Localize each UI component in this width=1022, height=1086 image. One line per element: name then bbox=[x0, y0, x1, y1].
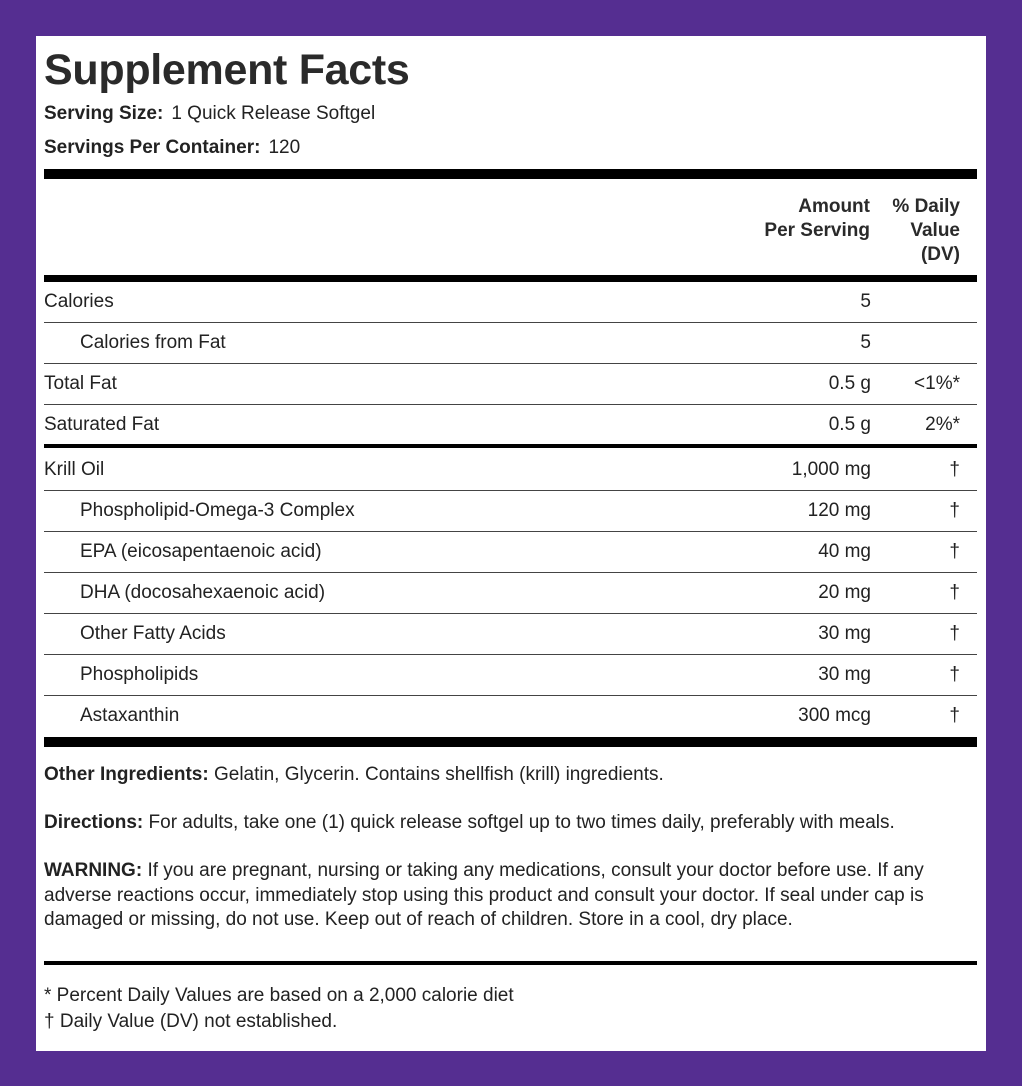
nutrient-name: Calories from Fat bbox=[80, 332, 226, 353]
nutrient-daily-value: <1%* bbox=[914, 373, 960, 394]
nutrient-amount: 30 mg bbox=[818, 623, 871, 644]
nutrient-amount: 5 bbox=[860, 332, 871, 353]
other-ingredients-text: Gelatin, Glycerin. Contains shellfish (krill) ingredients. bbox=[213, 764, 664, 785]
amount-header-line1: Amount bbox=[798, 196, 870, 217]
panel-title: Supplement Facts bbox=[44, 46, 410, 94]
directions-label: Directions: bbox=[44, 812, 144, 833]
nutrient-daily-value: † bbox=[949, 705, 960, 726]
serving-size bbox=[44, 103, 375, 125]
bottom-thick-rule bbox=[44, 737, 977, 747]
servings-per-container-label: Servings Per Container: bbox=[44, 137, 261, 158]
servings-per-container-value: 120 bbox=[268, 137, 301, 158]
nutrient-row bbox=[44, 364, 977, 405]
footnote-rule bbox=[44, 961, 977, 965]
warning bbox=[44, 859, 977, 933]
nutrient-row bbox=[44, 323, 977, 364]
nutrient-daily-value: † bbox=[949, 541, 960, 562]
nutrient-name: Total Fat bbox=[44, 373, 117, 394]
dv-header-line3: (DV) bbox=[920, 244, 960, 265]
nutrient-row bbox=[44, 532, 977, 573]
daily-value-header bbox=[892, 195, 960, 267]
nutrient-name: Calories bbox=[44, 291, 114, 312]
nutrient-amount: 5 bbox=[860, 291, 871, 312]
nutrient-row bbox=[44, 282, 977, 323]
nutrient-daily-value: † bbox=[949, 459, 960, 480]
nutrient-row bbox=[44, 491, 977, 532]
serving-size-value: 1 Quick Release Softgel bbox=[171, 103, 376, 124]
dv-header-line1: % Daily bbox=[892, 196, 960, 217]
nutrient-row bbox=[44, 655, 977, 696]
footnote-percent-dv: * Percent Daily Values are based on a 2,000 calorie diet bbox=[44, 985, 514, 1006]
nutrient-amount: 20 mg bbox=[818, 582, 871, 603]
nutrient-name: DHA (docosahexaenoic acid) bbox=[80, 582, 326, 603]
amount-per-serving-header bbox=[764, 195, 870, 243]
nutrient-amount: 30 mg bbox=[818, 664, 871, 685]
footnote-dv-not-established: † Daily Value (DV) not established. bbox=[44, 1011, 338, 1032]
nutrient-name: Krill Oil bbox=[44, 459, 105, 480]
dv-header-line2: Value bbox=[910, 220, 960, 241]
other-ingredients bbox=[44, 763, 977, 788]
nutrient-amount: 40 mg bbox=[818, 541, 871, 562]
directions-text: For adults, take one (1) quick release softgel up to two times daily, preferably with meals. bbox=[148, 812, 895, 833]
nutrient-name: EPA (eicosapentaenoic acid) bbox=[80, 541, 322, 562]
nutrient-amount: 0.5 g bbox=[828, 373, 871, 394]
nutrient-daily-value: † bbox=[949, 500, 960, 521]
header-thick-rule bbox=[44, 275, 977, 282]
amount-header-line2: Per Serving bbox=[764, 220, 870, 241]
nutrient-name: Saturated Fat bbox=[44, 414, 160, 435]
nutrient-amount: 300 mcg bbox=[798, 705, 871, 726]
servings-per-container bbox=[44, 137, 300, 159]
nutrient-name: Other Fatty Acids bbox=[80, 623, 226, 644]
warning-text: If you are pregnant, nursing or taking any medications, consult your doctor before use. If any adverse reactions occur, immediately stop using this product and consult your doctor. If seal under cap is damaged or missing, do not use. Keep out of reach of children. Store in a cool, dry place. bbox=[44, 860, 924, 930]
nutrient-daily-value: † bbox=[949, 664, 960, 685]
nutrient-daily-value: † bbox=[949, 582, 960, 603]
nutrient-daily-value: † bbox=[949, 623, 960, 644]
top-thick-rule bbox=[44, 169, 977, 179]
nutrient-amount: 120 mg bbox=[807, 500, 871, 521]
nutrient-name: Phospholipids bbox=[80, 664, 199, 685]
section-divider-rule bbox=[44, 444, 977, 448]
serving-size-label: Serving Size: bbox=[44, 103, 164, 124]
nutrient-row bbox=[44, 696, 977, 737]
nutrient-daily-value: 2%* bbox=[925, 414, 960, 435]
nutrient-amount: 0.5 g bbox=[828, 414, 871, 435]
nutrient-amount: 1,000 mg bbox=[791, 459, 871, 480]
nutrient-row bbox=[44, 450, 977, 491]
nutrient-name: Astaxanthin bbox=[80, 705, 180, 726]
nutrient-row bbox=[44, 405, 977, 446]
directions bbox=[44, 811, 977, 836]
nutrient-row bbox=[44, 573, 977, 614]
nutrient-name: Phospholipid-Omega-3 Complex bbox=[80, 500, 355, 521]
other-ingredients-label: Other Ingredients: bbox=[44, 764, 209, 785]
supplement-facts-panel bbox=[36, 36, 986, 1051]
nutrient-row bbox=[44, 614, 977, 655]
warning-label: WARNING: bbox=[44, 860, 143, 881]
